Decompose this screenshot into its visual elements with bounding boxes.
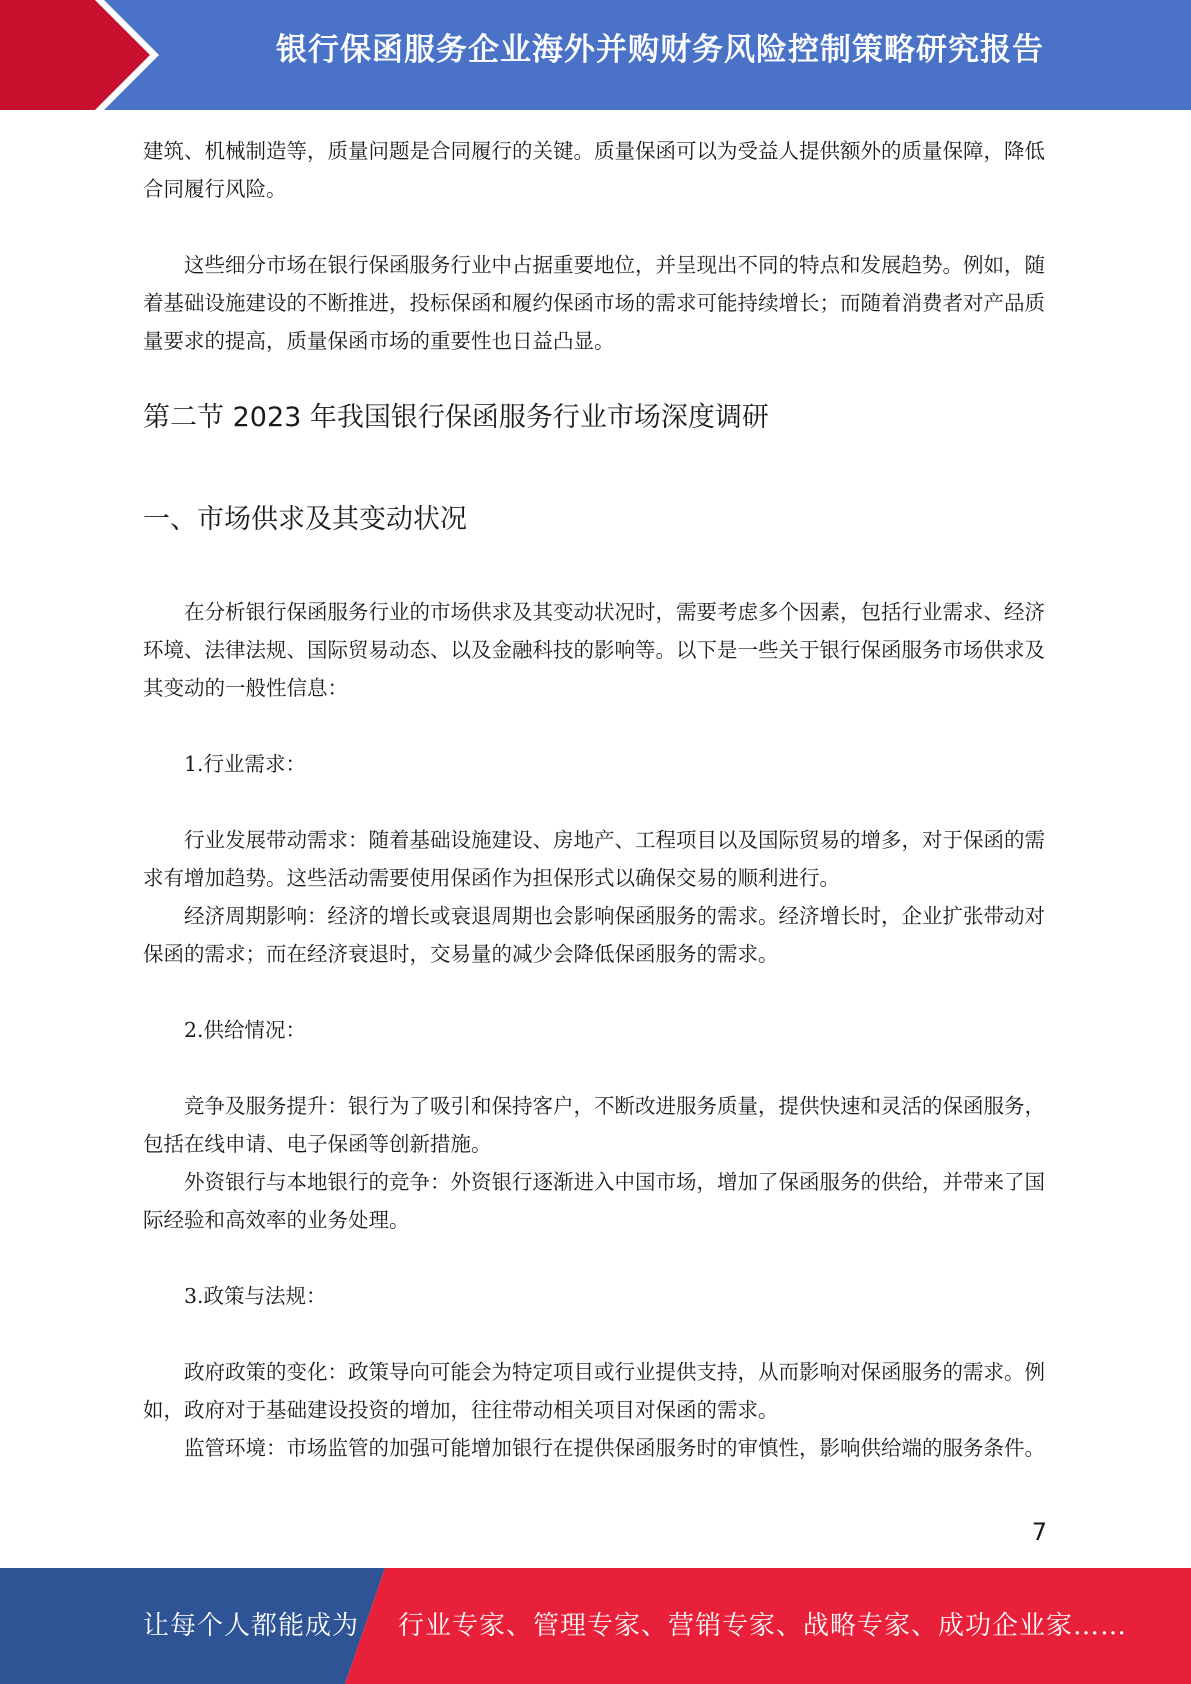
section-heading: 第二节 2023 年我国银行保函服务行业市场深度调研 xyxy=(143,402,769,433)
page-header xyxy=(0,0,1191,110)
paragraph: 行业发展带动需求：随着基础设施建设、房地产、工程项目以及国际贸易的增多，对于保函的需求有增加趋势。这些活动需要使用保函作为担保形式以确保交易的顺利进行。 xyxy=(143,828,1045,890)
paragraph: 外资银行与本地银行的竞争：外资银行逐渐进入中国市场，增加了保函服务的供给，并带来了国际经验和高效率的业务处理。 xyxy=(143,1170,1045,1232)
paragraph: 政府政策的变化：政策导向可能会为特定项目或行业提供支持，从而影响对保函服务的需求。例如，政府对于基础建设投资的增加，往往带动相关项目对保函的需求。 xyxy=(143,1360,1045,1422)
page-content xyxy=(143,132,1045,1467)
paragraph: 竞争及服务提升：银行为了吸引和保持客户，不断改进服务质量，提供快速和灵活的保函服务，包括在线申请、电子保函等创新措施。 xyxy=(143,1094,1045,1156)
subsection-heading: 一、市场供求及其变动状况 xyxy=(143,504,467,535)
list-item-title: 2.供给情况： xyxy=(184,1018,307,1042)
report-title: 银行保函服务企业海外并购财务风险控制策略研究报告 xyxy=(276,32,1044,68)
page-footer xyxy=(0,1568,1191,1684)
footer-slogan-right: 行业专家、管理专家、营销专家、战略专家、成功企业家…… xyxy=(398,1611,1128,1641)
footer-slogan-left: 让每个人都能成为 xyxy=(143,1611,360,1641)
paragraph: 在分析银行保函服务行业的市场供求及其变动状况时，需要考虑多个因素，包括行业需求、经济环境、法律法规、国际贸易动态、以及金融科技的影响等。以下是一些关于银行保函服务市场供求及其变动的一般性信息： xyxy=(143,600,1045,700)
list-item-title: 1.行业需求： xyxy=(184,752,307,776)
list-item-title: 3.政策与法规： xyxy=(184,1284,327,1308)
paragraph: 经济周期影响：经济的增长或衰退周期也会影响保函服务的需求。经济增长时，企业扩张带动对保函的需求；而在经济衰退时，交易量的减少会降低保函服务的需求。 xyxy=(143,904,1045,966)
paragraph: 建筑、机械制造等，质量问题是合同履行的关键。质量保函可以为受益人提供额外的质量保障，降低合同履行风险。 xyxy=(143,139,1045,201)
paragraph: 监管环境：市场监管的加强可能增加银行在提供保函服务时的审慎性，影响供给端的服务条件。 xyxy=(184,1436,1045,1460)
page-number: 7 xyxy=(1031,1518,1047,1546)
paragraph: 这些细分市场在银行保函服务行业中占据重要地位，并呈现出不同的特点和发展趋势。例如，随着基础设施建设的不断推进，投标保函和履约保函市场的需求可能持续增长；而随着消费者对产品质量要求的提高，质量保函市场的重要性也日益凸显。 xyxy=(143,253,1045,353)
header-chevron-icon xyxy=(0,0,200,110)
